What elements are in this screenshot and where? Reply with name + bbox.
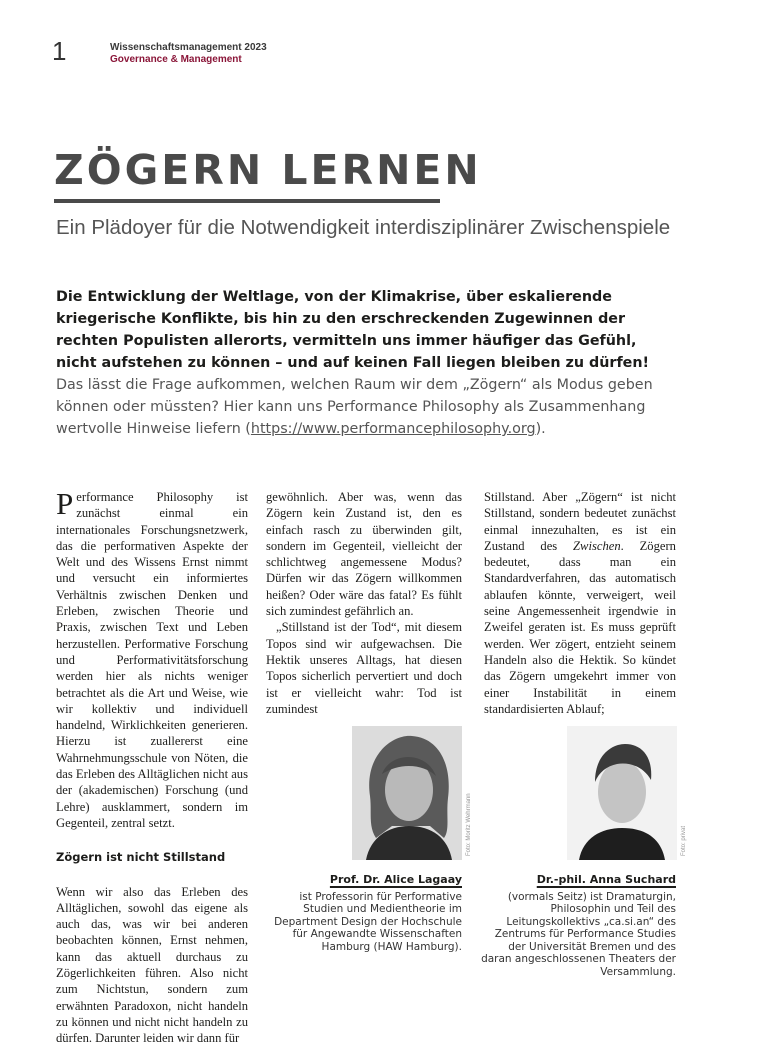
author-photo — [352, 726, 462, 860]
body-paragraph — [484, 489, 676, 717]
subheading: Zögern ist nicht Stillstand — [56, 850, 226, 865]
body-text: Stillstand. Aber „Zögern“ ist nicht Stillstand, sondern bedeutet zunächst einmal innezuhalten, es ist ein Zustand des — [484, 490, 676, 553]
author-bio — [476, 874, 676, 978]
running-header — [110, 42, 267, 66]
section-name: Governance & Management — [110, 54, 242, 65]
author-name: Dr.-phil. Anna Suchard — [536, 873, 676, 886]
author-bio-text: (vormals Seitz) ist Dramaturgin, Philosophin und Teil des Leitungskollektivs „ca.si.an“ des Zentrums für Performance Studies der Universität Bremen und des daran angeschlossenen Theaters der Versammlung. — [481, 890, 676, 978]
photo-credit: Foto: Moritz Wehrmann — [466, 793, 472, 856]
author-bio-text: ist Professorin für Performative Studien und Medientheorie im Department Design der Hochschule für Angewandte Wissenschaften Hamburg (HAW Hamburg). — [274, 890, 462, 953]
body-paragraph: gewöhnlich. Aber was, wenn das Zögern kein Zustand ist, den es einfach rasch zu überwinden gilt, sondern im Gegenteil, vielleicht der schlichtweg angemessene Modus? Dürfen wir das Zögern willkommen heißen? Oder wäre das fatal? Es fühlt sich zumindest gefährlich an. — [266, 490, 462, 619]
body-text: erformance Philosophy ist zunächst einmal ein internationales Forschungsnetzwerk, das die performativen Aspekte der Welt und des Wissens Ernst nimmt und versucht ein informiertes Verhältnis zwischen Denken und Erleben, zwischen Theorie und Praxis, zwischen Text und Leben herzustellen. Performative Forschung und Performativitätsforschung werden hier als nichts weniger betrachtet als die Art und Weise, wie wir kollektiv und individuell handelnd, Wirklichkeiten generieren. Hierzu ist zuallererst eine Wahrnehmungsschule von Nöten, die das Erleben des Alltäglichen nicht aus der (akademischen) Forschung (und Lehre) ausklammert, sondern im Gegenteil, zentral setzt. — [56, 490, 248, 830]
body-paragraph: Wenn wir also das Erleben des Alltäglichen, sowohl das eigene als auch das, was wir bei anderen beobachten können, Ernst nehmen, kann das aktuell durchaus zu Zögerlichkeiten führen. Also nicht zum Nichtstun, sondern zum erwähnten Paradoxon, nicht handeln zu können und nicht nicht handeln zu dürfen. Darunter leiden wir dann für — [56, 884, 248, 1046]
portrait-image — [567, 726, 677, 860]
body-column-2 — [266, 489, 462, 717]
drop-cap: P — [56, 486, 74, 521]
body-text: . Zögern bedeutet, dass man ein Standardverfahren, das automatisch ablaufen könnte, verweigert, weil seine Angemessenheit irgendwie in Zweifel geraten ist. Es muss geprüft werden. Wer zögert, entzieht seinem Handeln also die Hektik. So kündet das Zögern umgekehrt immer von einer Instabilität in einem standardisierten Ablauf; — [484, 538, 676, 716]
lead-end-text: ). — [535, 421, 546, 437]
author-photo — [567, 726, 677, 860]
photo-credit: Foto: privat — [681, 825, 687, 856]
lead-paragraph — [56, 286, 656, 440]
title-underline — [54, 199, 440, 203]
page-number: 1 — [52, 36, 67, 66]
lead-bold-text: Die Entwicklung der Weltlage, von der Klimakrise, über eskalierende kriegerische Konflikte, bis hin zu den erschreckenden Zugewinnen der rechten Populisten allerorts, vermitteln uns immer häufiger das Gefühl, nicht aufstehen zu können – und auf keinen Fall liegen bleiben zu dürfen! — [56, 289, 650, 371]
publication-name: Wissenschaftsmanagement 2023 — [110, 42, 267, 53]
body-paragraph — [56, 486, 248, 831]
author-bio — [262, 874, 462, 953]
body-column-3 — [484, 489, 676, 717]
portrait-image — [352, 726, 462, 860]
emphasis-text: Zwischen — [573, 538, 621, 553]
website-link[interactable]: https://www.performancephilosophy.org — [250, 421, 536, 437]
article-title: ZÖGERN LERNEN — [54, 146, 482, 194]
lead-normal-text: Das lässt die Frage aufkommen, welchen Raum wir dem „Zögern“ als Modus geben können oder müssten? Hier kann uns Performance Philosophy als Zusammenhang wertvolle Hinweise liefern ( — [56, 377, 653, 437]
article-subtitle: Ein Plädoyer für die Notwendigkeit interdisziplinärer Zwischenspiele — [56, 216, 671, 239]
body-paragraph: „Stillstand ist der Tod“, mit diesem Topos sind wir aufgewachsen. Die Hektik unseres Alltags, hat diesen Topos sicherlich pervertiert und doch ist er vielleicht wahr: Tod ist zumindest — [266, 620, 462, 716]
body-column-1 — [56, 486, 248, 1047]
author-name: Prof. Dr. Alice Lagaay — [329, 873, 462, 886]
